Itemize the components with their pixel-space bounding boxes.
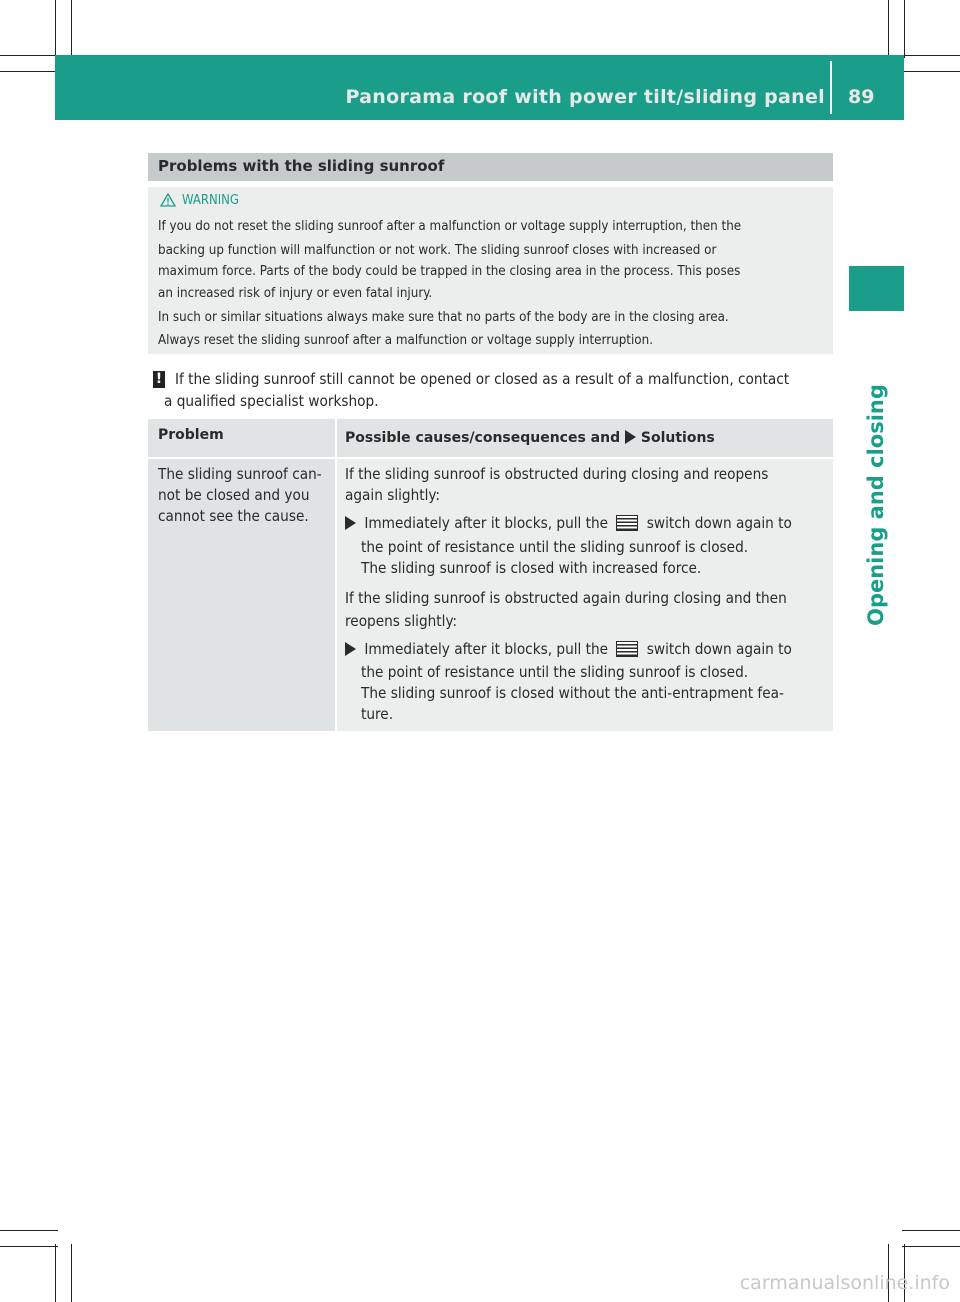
solution-step <box>345 640 792 658</box>
cause-line: If the sliding sunroof is obstructed during closing and reopens <box>345 465 769 483</box>
step-text: switch down again to <box>646 640 792 658</box>
step-arrow-icon <box>345 642 356 656</box>
chapter-label: Opening and closing <box>864 384 888 626</box>
crop-mark <box>902 1246 960 1247</box>
warning-line: maximum force. Parts of the body could be trapped in the closing area in the process. This poses <box>158 264 741 279</box>
warning-line: In such or similar situations always make sure that no parts of the body are in the closing area. <box>158 310 729 325</box>
solution-arrow-icon <box>625 430 636 444</box>
warning-line: Always reset the sliding sunroof after a malfunction or voltage supply interruption. <box>158 333 654 348</box>
solution-step <box>345 514 792 532</box>
crop-mark <box>71 1244 72 1302</box>
step-arrow-icon <box>345 516 356 530</box>
crop-mark <box>902 55 960 56</box>
header-problem-label: Problem <box>158 427 224 443</box>
step-text: Immediately after it blocks, pull the <box>364 514 609 532</box>
solution-line: the point of resistance until the sliding sunroof is closed. <box>361 538 749 556</box>
note-line: If the sliding sunroof still cannot be opened or closed as a result of a malfunction, contact <box>175 370 790 388</box>
solution-line: ture. <box>361 705 394 723</box>
crop-mark <box>0 55 58 56</box>
header-causes-text: Possible causes/consequences and <box>345 430 621 446</box>
section-heading <box>148 153 833 181</box>
switch-icon <box>616 515 638 531</box>
problem-line: cannot see the cause. <box>158 507 309 525</box>
crop-mark <box>55 0 56 58</box>
warning-label: WARNING <box>182 193 239 208</box>
problem-line: The sliding sunroof can- <box>158 465 322 483</box>
cause-line: again slightly: <box>345 486 441 504</box>
crop-mark <box>888 0 889 58</box>
crop-mark <box>902 1230 960 1231</box>
crop-mark <box>55 1244 56 1302</box>
page-title: Panorama roof with power tilt/sliding panel <box>345 86 825 108</box>
crop-mark <box>0 1230 58 1231</box>
crop-mark <box>0 71 58 72</box>
crop-mark <box>902 71 960 72</box>
step-text: Immediately after it blocks, pull the <box>364 640 609 658</box>
warning-line: If you do not reset the sliding sunroof after a malfunction or voltage supply interruption, then the <box>158 219 742 234</box>
warning-line: an increased risk of injury or even fatal injury. <box>158 286 433 301</box>
note-icon: ! <box>153 371 165 388</box>
section-title: Problems with the sliding sunroof <box>158 157 445 175</box>
problem-line: not be closed and you <box>158 486 310 504</box>
warning-triangle-icon <box>160 193 176 207</box>
warning-title <box>160 193 239 208</box>
step-text: switch down again to <box>646 514 792 532</box>
header-solutions-text: Solutions <box>640 430 715 446</box>
solution-line: the point of resistance until the sliding sunroof is closed. <box>361 663 749 681</box>
chapter-tab-marker <box>849 266 904 311</box>
page-number: 89 <box>848 86 875 108</box>
cause-line: reopens slightly: <box>345 612 458 630</box>
footer-watermark: carmanualsonline.info <box>739 1272 950 1294</box>
header-divider <box>830 61 832 114</box>
warning-line: backing up function will malfunction or not work. The sliding sunroof closes with increased or <box>158 243 717 258</box>
crop-mark <box>71 0 72 58</box>
cause-line: If the sliding sunroof is obstructed again during closing and then <box>345 589 787 607</box>
note-line: a qualified specialist workshop. <box>164 392 379 410</box>
header-causes-label <box>345 430 715 446</box>
switch-icon <box>616 641 638 657</box>
solution-line: The sliding sunroof is closed with increased force. <box>361 559 702 577</box>
crop-mark <box>904 0 905 58</box>
solution-line: The sliding sunroof is closed without the anti-entrapment fea- <box>361 684 784 702</box>
crop-mark <box>0 1246 58 1247</box>
